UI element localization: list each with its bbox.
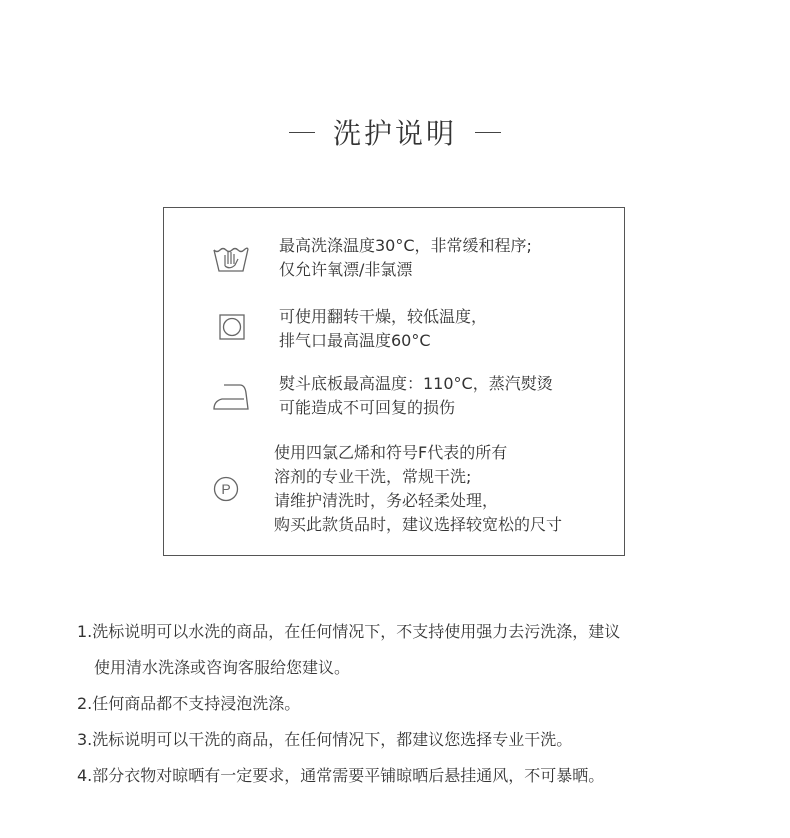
note-item: 1.洗标说明可以水洗的商品，在任何情况下，不支持使用强力去污洗涤，建议	[77, 622, 621, 641]
iron-text	[279, 372, 553, 420]
page-header	[0, 112, 790, 152]
care-text-line: 最高洗涤温度30°C，非常缓和程序;	[279, 236, 532, 255]
title-right-dash	[475, 132, 501, 133]
iron-icon	[212, 383, 250, 411]
care-instructions-box	[163, 207, 625, 556]
dry-clean-text	[274, 441, 562, 537]
page-title: 洗护说明	[332, 117, 457, 150]
care-notes	[77, 614, 757, 794]
note-item: 使用清水洗涤或咨询客服给您建议。	[94, 658, 351, 677]
care-text-line: 可能造成不可回复的损伤	[279, 398, 456, 417]
title-left-dash	[289, 132, 315, 133]
care-text-line: 熨斗底板最高温度：110°C，蒸汽熨烫	[279, 374, 553, 393]
dry-clean-letter: P	[221, 481, 231, 497]
note-item: 2.任何商品都不支持浸泡洗涤。	[77, 694, 301, 713]
tumble-dry-icon	[219, 314, 245, 340]
hand-wash-text	[279, 234, 532, 282]
dry-clean-p-icon	[213, 476, 239, 502]
care-text-line: 可使用翻转干燥，较低温度，	[279, 307, 488, 326]
care-text-line: 排气口最高温度60°C	[279, 331, 431, 350]
note-item: 4.部分衣物对晾晒有一定要求，通常需要平铺晾晒后悬挂通风，不可暴晒。	[77, 766, 605, 785]
care-text-line: 购买此款货品时，建议选择较宽松的尺寸	[274, 515, 563, 534]
care-text-line: 请维护清洗时，务必轻柔处理，	[274, 491, 499, 510]
hand-wash-icon	[212, 242, 250, 274]
note-item: 3.洗标说明可以干洗的商品，在任何情况下，都建议您选择专业干洗。	[77, 730, 573, 749]
care-text-line: 仅允许氧漂/非氯漂	[279, 260, 413, 279]
tumble-dry-text	[279, 305, 487, 353]
care-text-line: 使用四氯乙烯和符号F代表的所有	[274, 443, 508, 462]
care-text-line: 溶剂的专业干洗，常规干洗;	[274, 467, 472, 486]
